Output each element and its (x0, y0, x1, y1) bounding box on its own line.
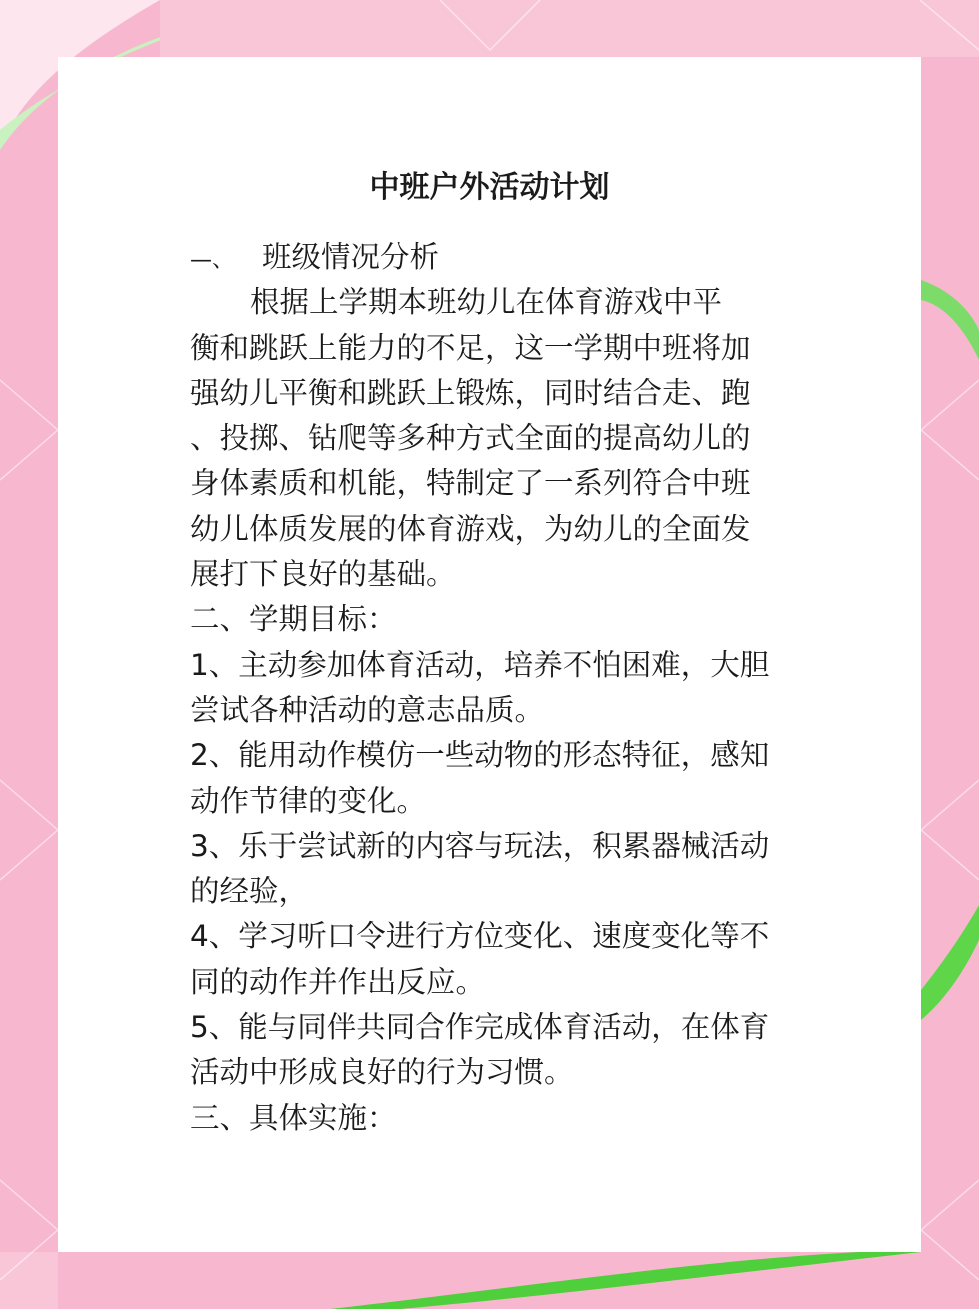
goal-line: 2、能用动作模仿一些动物的形态特征，感知 (190, 738, 770, 773)
paragraph-line: 强幼儿平衡和跳跃上锻炼，同时结合走、跑 (190, 375, 751, 410)
goal-line: 活动中形成良好的行为习惯。 (190, 1055, 574, 1090)
goal-line: 5、能与同伴共同合作完成体育活动，在体育 (190, 1010, 770, 1045)
paragraph-line: 展打下良好的基础。 (190, 557, 456, 592)
section-1-mark: —、 (190, 248, 235, 273)
goal-line: 1、主动参加体育活动，培养不怕困难，大胆 (190, 647, 770, 682)
section-heading-2: 二、学期目标： (190, 602, 397, 637)
section-1-title: 班级情况分析 (262, 240, 440, 274)
goal-line: 尝试各种活动的意志品质。 (190, 692, 545, 727)
goal-line: 4、学习听口令进行方位变化、速度变化等不 (190, 919, 770, 954)
document-body (190, 235, 795, 1141)
goal-line: 动作节律的变化。 (190, 783, 427, 818)
document-title: 中班户外活动计划 (369, 170, 610, 205)
paragraph-line: 根据上学期本班幼儿在体育游戏中平 (250, 285, 723, 320)
section-heading-3: 三、具体实施： (190, 1100, 397, 1135)
paragraph-line: 衡和跳跃上能力的不足，这一学期中班将加 (190, 330, 751, 365)
paragraph-line: 身体素质和机能，特制定了一系列符合中班 (190, 466, 751, 501)
section-heading-1 (190, 235, 795, 280)
paragraph-line: 幼儿体质发展的体育游戏，为幼儿的全面发 (190, 511, 751, 546)
goal-line: 同的动作并作出反应。 (190, 964, 486, 999)
paragraph-line: 、投掷、钻爬等多种方式全面的提高幼儿的 (190, 421, 751, 456)
goal-line: 的经验， (190, 874, 309, 909)
goal-line: 3、乐于尝试新的内容与玩法，积累器械活动 (190, 828, 770, 863)
